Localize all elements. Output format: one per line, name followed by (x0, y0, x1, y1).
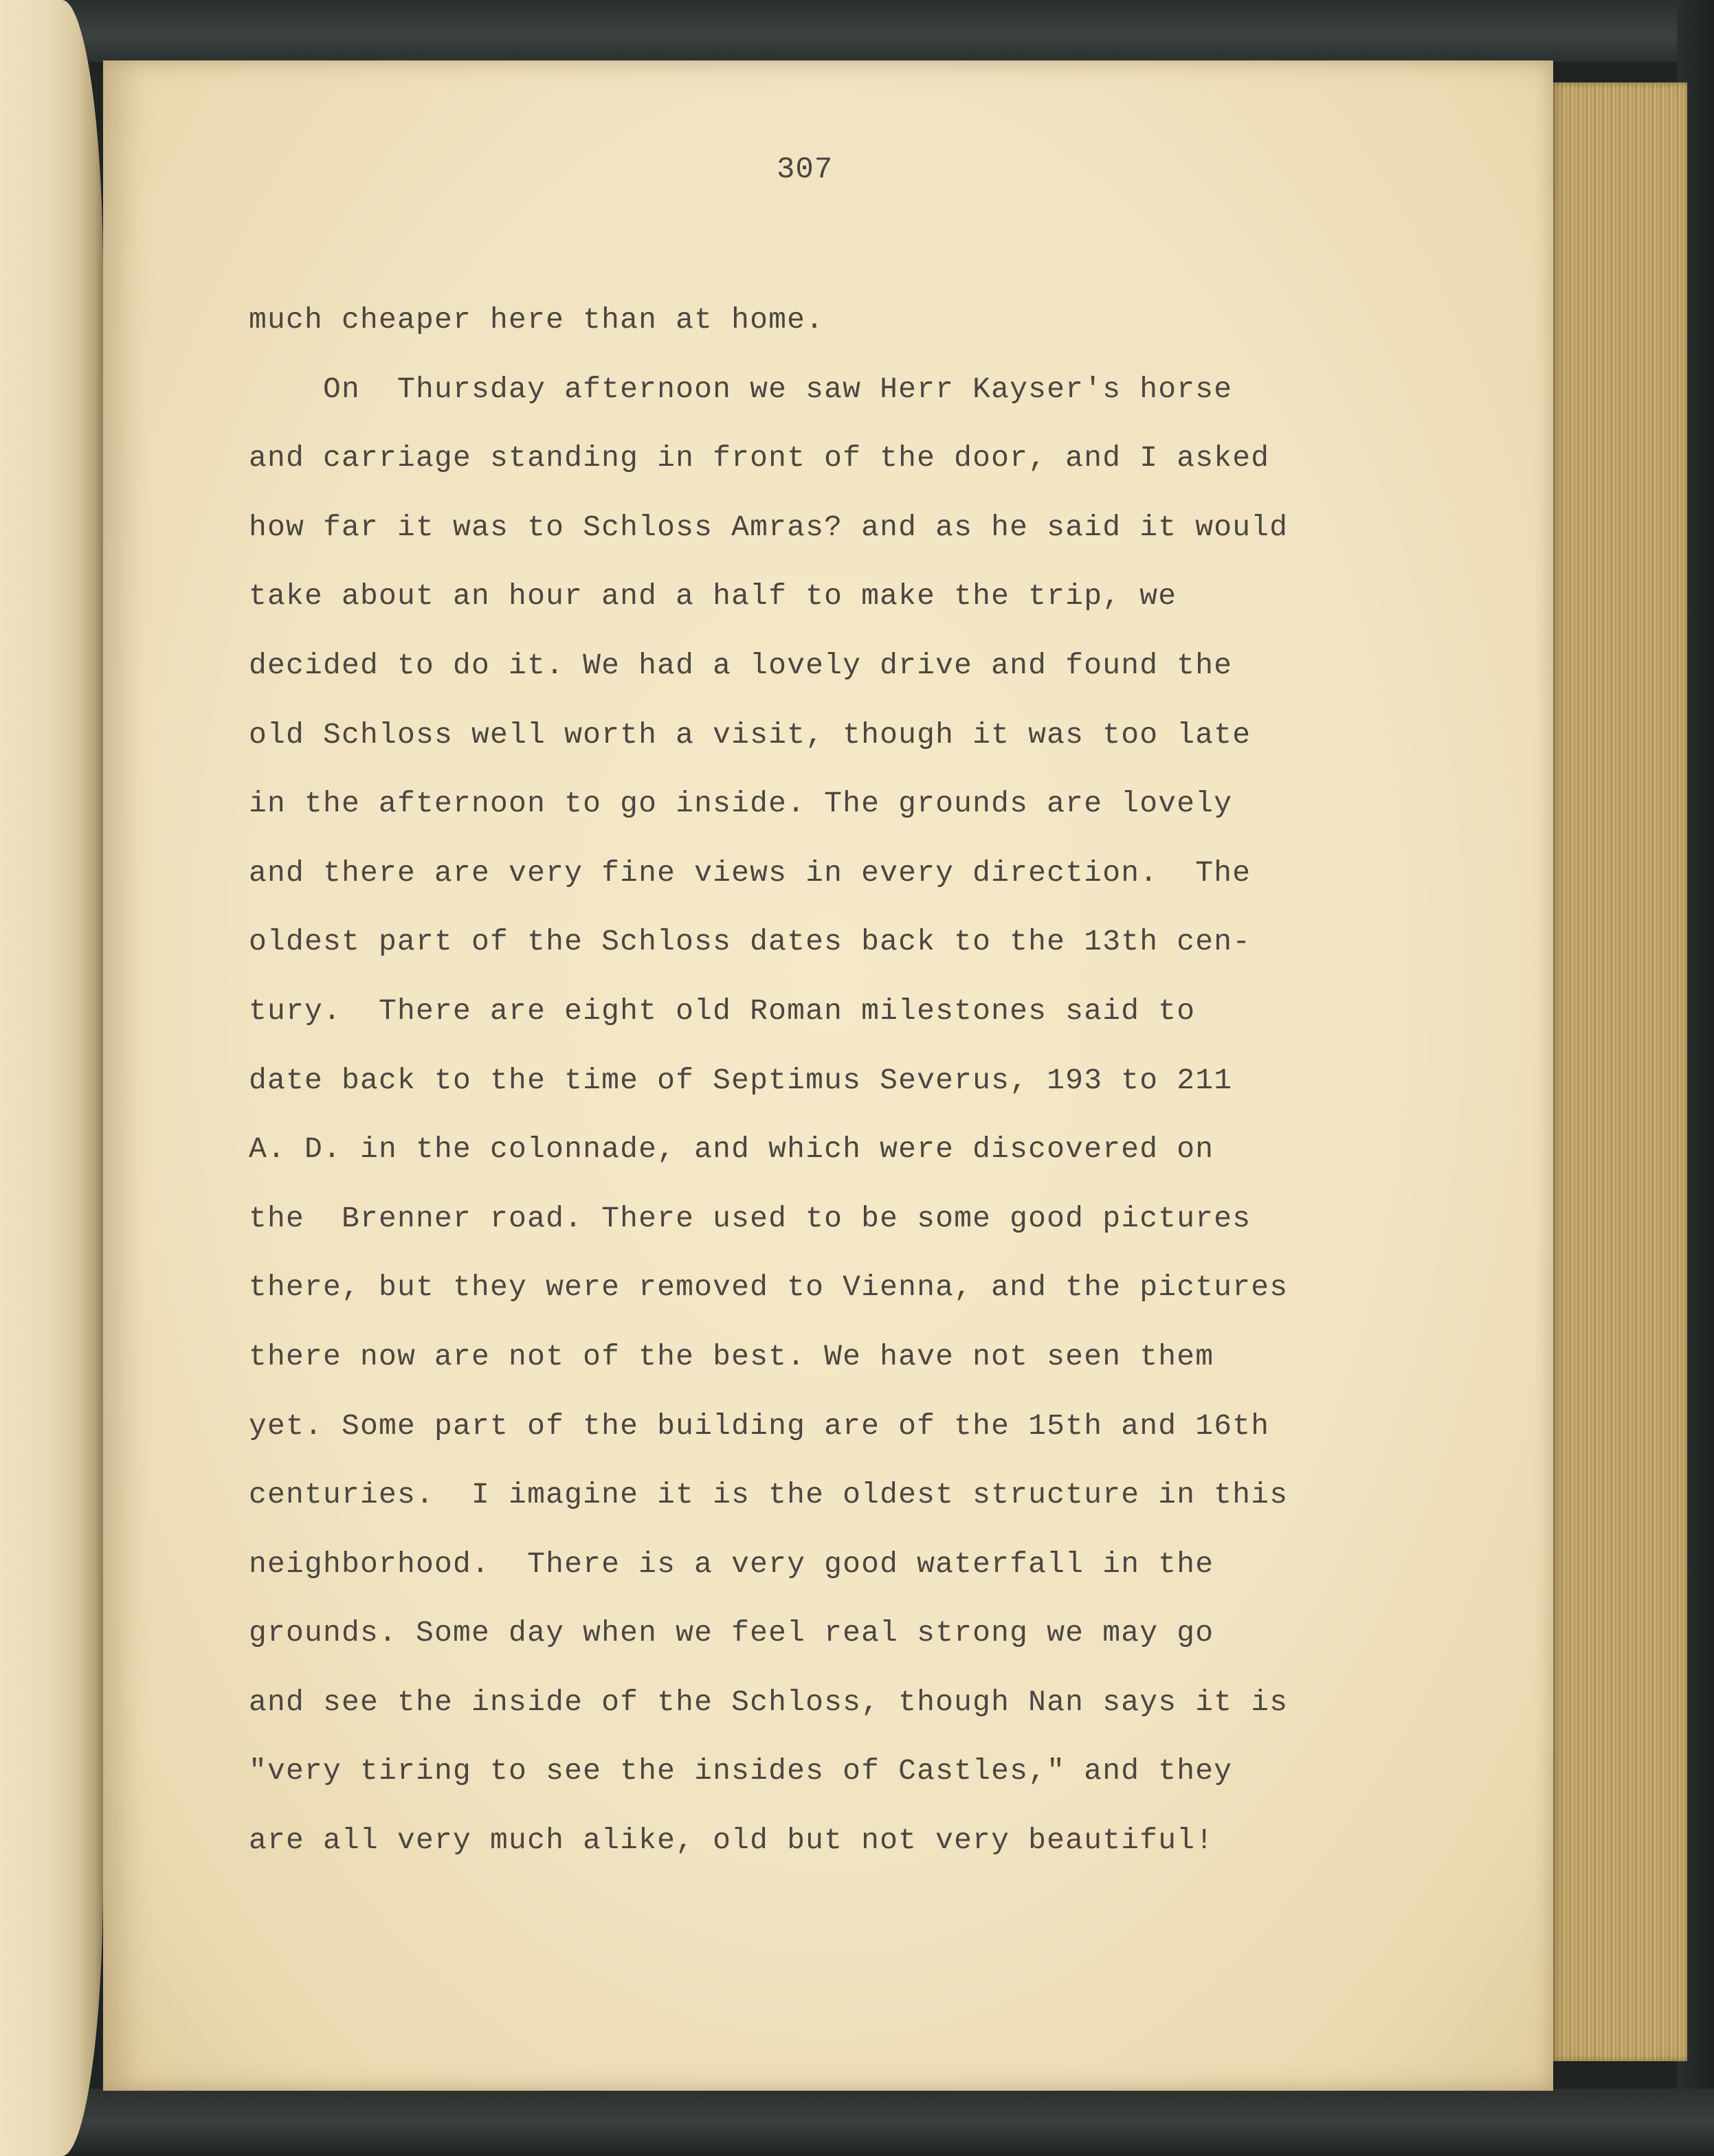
text-line: centuries. I imagine it is the oldest structure in this (249, 1478, 1289, 1512)
text-line: much cheaper here than at home. (249, 303, 825, 337)
text-line: oldest part of the Schloss dates back to the 13th cen- (249, 925, 1251, 959)
book-board-top (0, 0, 1714, 62)
text-line: there now are not of the best. We have not seen them (249, 1339, 1214, 1373)
page-leaf-edges (1550, 82, 1687, 2061)
text-line: date back to the time of Septimus Severus, 193 to 211 (249, 1063, 1233, 1097)
text-line: decided to do it. We had a lovely drive and found the (249, 648, 1233, 682)
text-line: how far it was to Schloss Amras? and as he said it would (249, 510, 1289, 544)
text-line: the Brenner road. There used to be some good pictures (249, 1201, 1251, 1235)
text-line: yet. Some part of the building are of the 15th and 16th (249, 1408, 1270, 1443)
text-line: old Schloss well worth a visit, though it was too late (249, 717, 1251, 752)
page-number: 307 (777, 153, 834, 187)
typed-text-body (249, 286, 1431, 1876)
text-line: in the afternoon to go inside. The grounds are lovely (249, 787, 1233, 821)
text-line: and carriage standing in front of the door, and I asked (249, 441, 1270, 475)
text-line: tury. There are eight old Roman milestones said to (249, 993, 1196, 1028)
text-line: take about an hour and a half to make the trip, we (249, 579, 1177, 614)
text-line: are all very much alike, old but not very beautiful! (249, 1823, 1214, 1858)
book-board-bottom (0, 2089, 1714, 2156)
text-line: there, but they were removed to Vienna, and the pictures (249, 1270, 1289, 1305)
facing-page-edge (0, 0, 103, 2156)
text-line: neighborhood. There is a very good waterfall in the (249, 1547, 1214, 1581)
text-line: A. D. in the colonnade, and which were discovered on (249, 1132, 1214, 1167)
text-line: grounds. Some day when we feel real strong we may go (249, 1616, 1214, 1650)
text-line: "very tiring to see the insides of Castles," and they (249, 1754, 1233, 1788)
text-line: and see the inside of the Schloss, though Nan says it is (249, 1685, 1289, 1719)
text-line: On Thursday afternoon we saw Herr Kayser's horse (249, 372, 1233, 406)
text-line: and there are very fine views in every direction. The (249, 855, 1251, 890)
